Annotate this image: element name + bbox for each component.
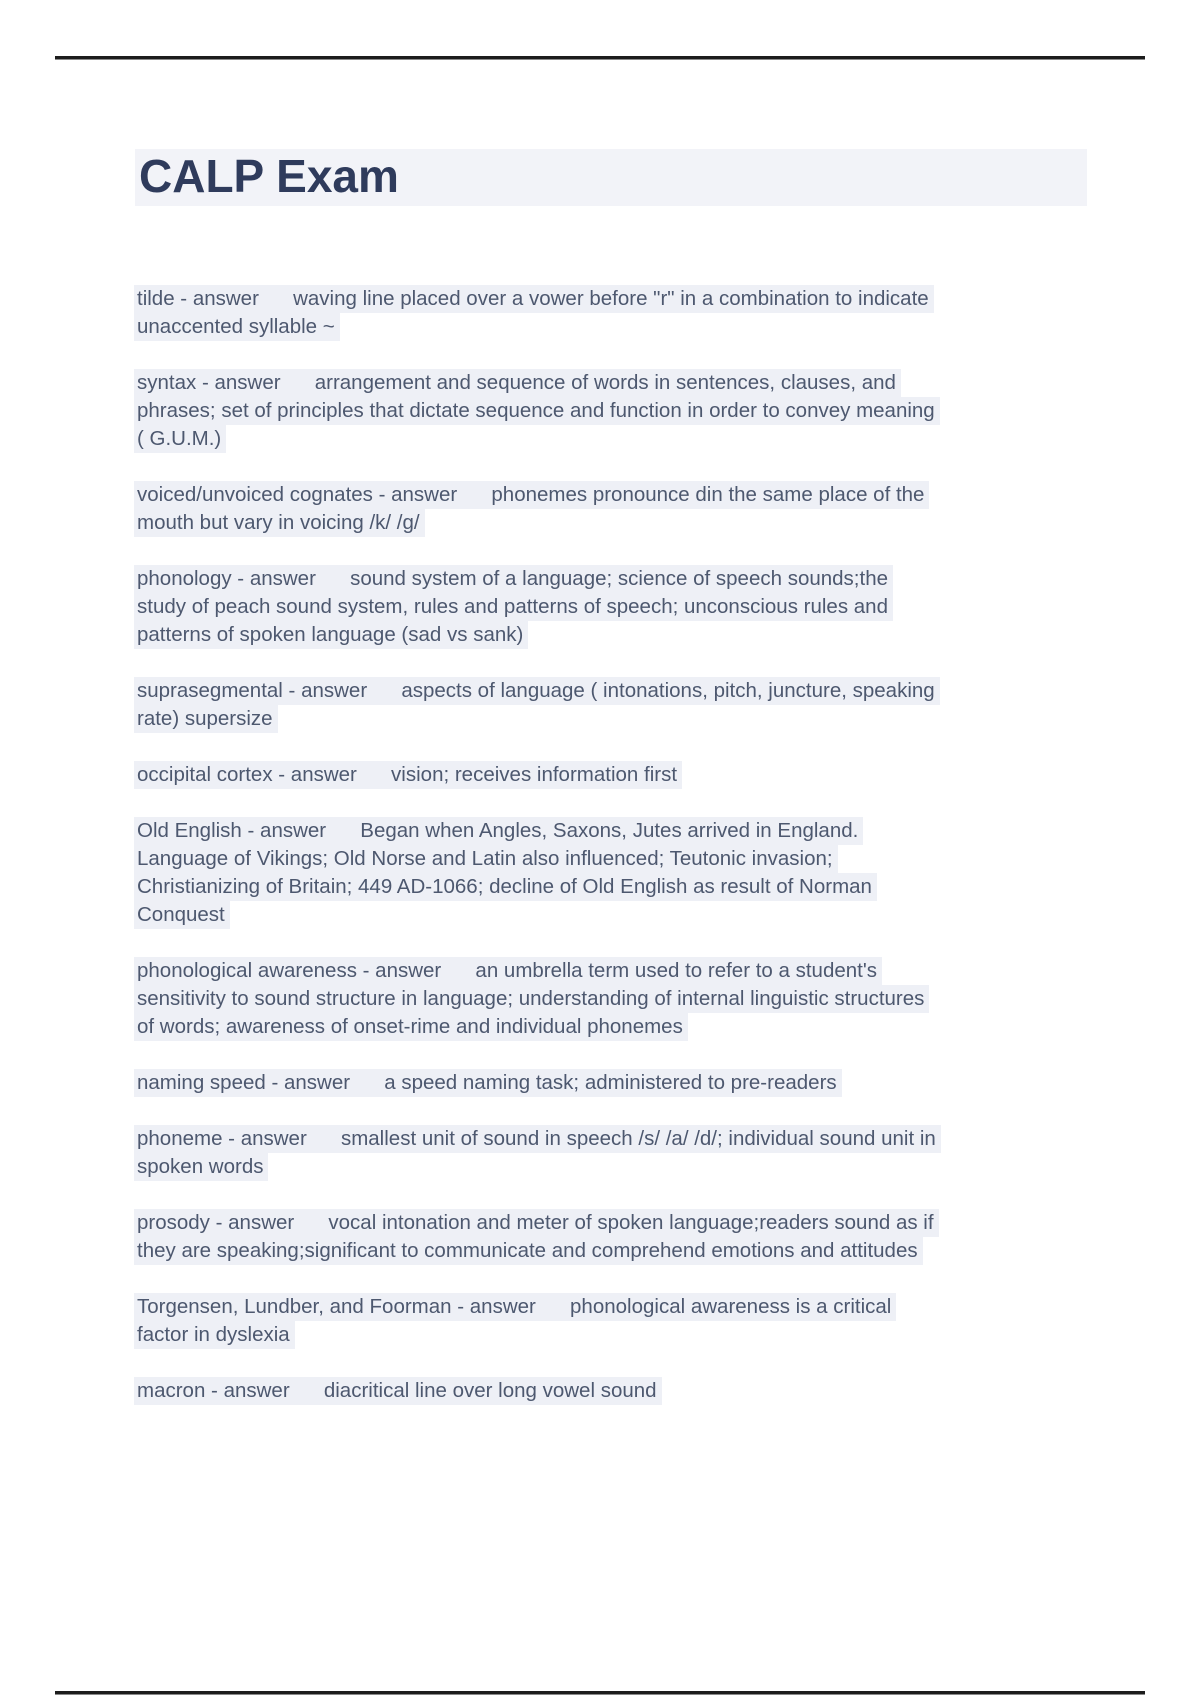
qa-item-suprasegmental — [137, 677, 1097, 733]
qa-item-naming-speed — [137, 1069, 1097, 1097]
qa-line: mouth but vary in voicing /k/ /g/ — [134, 509, 425, 537]
qa-line: Conquest — [134, 901, 230, 929]
qa-line: spoken words — [134, 1153, 268, 1181]
qa-line: study of peach sound system, rules and patterns of speech; unconscious rules and — [134, 593, 893, 621]
qa-line: unaccented syllable ~ — [134, 313, 340, 341]
qa-line: sensitivity to sound structure in language; understanding of internal linguistic structures — [134, 985, 929, 1013]
qa-line: naming speed - answer a speed naming task; administered to pre-readers — [134, 1069, 842, 1097]
qa-item-tilde — [137, 285, 1097, 341]
qa-line: syntax - answer arrangement and sequence of words in sentences, clauses, and — [134, 369, 901, 397]
qa-line: phrases; set of principles that dictate sequence and function in order to convey meaning — [134, 397, 940, 425]
qa-item-torgensen-lundber-foorman — [137, 1293, 1097, 1349]
qa-line: phonological awareness - answer an umbrella term used to refer to a student's — [134, 957, 882, 985]
qa-line: phoneme - answer smallest unit of sound in speech /s/ /a/ /d/; individual sound unit in — [134, 1125, 941, 1153]
qa-line: macron - answer diacritical line over long vowel sound — [134, 1377, 662, 1405]
qa-item-phonology — [137, 565, 1097, 649]
qa-list — [137, 285, 1097, 1433]
qa-item-occipital-cortex — [137, 761, 1097, 789]
qa-item-phoneme — [137, 1125, 1097, 1181]
qa-line: Old English - answer Began when Angles, Saxons, Jutes arrived in England. — [134, 817, 863, 845]
qa-line: patterns of spoken language (sad vs sank) — [134, 621, 528, 649]
qa-item-prosody — [137, 1209, 1097, 1265]
qa-item-phonological-awareness — [137, 957, 1097, 1041]
qa-line: Language of Vikings; Old Norse and Latin also influenced; Teutonic invasion; — [134, 845, 838, 873]
qa-line: factor in dyslexia — [134, 1321, 295, 1349]
qa-item-voiced-unvoiced-cognates — [137, 481, 1097, 537]
qa-line: voiced/unvoiced cognates - answer phonemes pronounce din the same place of the — [134, 481, 929, 509]
qa-line: rate) supersize — [134, 705, 278, 733]
qa-line: ( G.U.M.) — [134, 425, 226, 453]
qa-item-old-english — [137, 817, 1097, 929]
top-horizontal-rule — [55, 56, 1145, 60]
qa-line: Christianizing of Britain; 449 AD-1066; decline of Old English as result of Norman — [134, 873, 877, 901]
bottom-horizontal-rule — [55, 1691, 1145, 1695]
qa-line: they are speaking;significant to communicate and comprehend emotions and attitudes — [134, 1237, 923, 1265]
qa-line: Torgensen, Lundber, and Foorman - answer phonological awareness is a critical — [134, 1293, 896, 1321]
qa-line: phonology - answer sound system of a language; science of speech sounds;the — [134, 565, 893, 593]
qa-line: prosody - answer vocal intonation and meter of spoken language;readers sound as if — [134, 1209, 939, 1237]
qa-line: suprasegmental - answer aspects of language ( intonations, pitch, juncture, speaking — [134, 677, 940, 705]
title-highlight-block — [135, 149, 1087, 206]
qa-item-syntax — [137, 369, 1097, 453]
qa-item-macron — [137, 1377, 1097, 1405]
qa-line: occipital cortex - answer vision; receives information first — [134, 761, 682, 789]
qa-line: tilde - answer waving line placed over a vower before "r" in a combination to indicate — [134, 285, 934, 313]
qa-line: of words; awareness of onset-rime and individual phonemes — [134, 1013, 688, 1041]
page-title: CALP Exam — [139, 150, 399, 202]
